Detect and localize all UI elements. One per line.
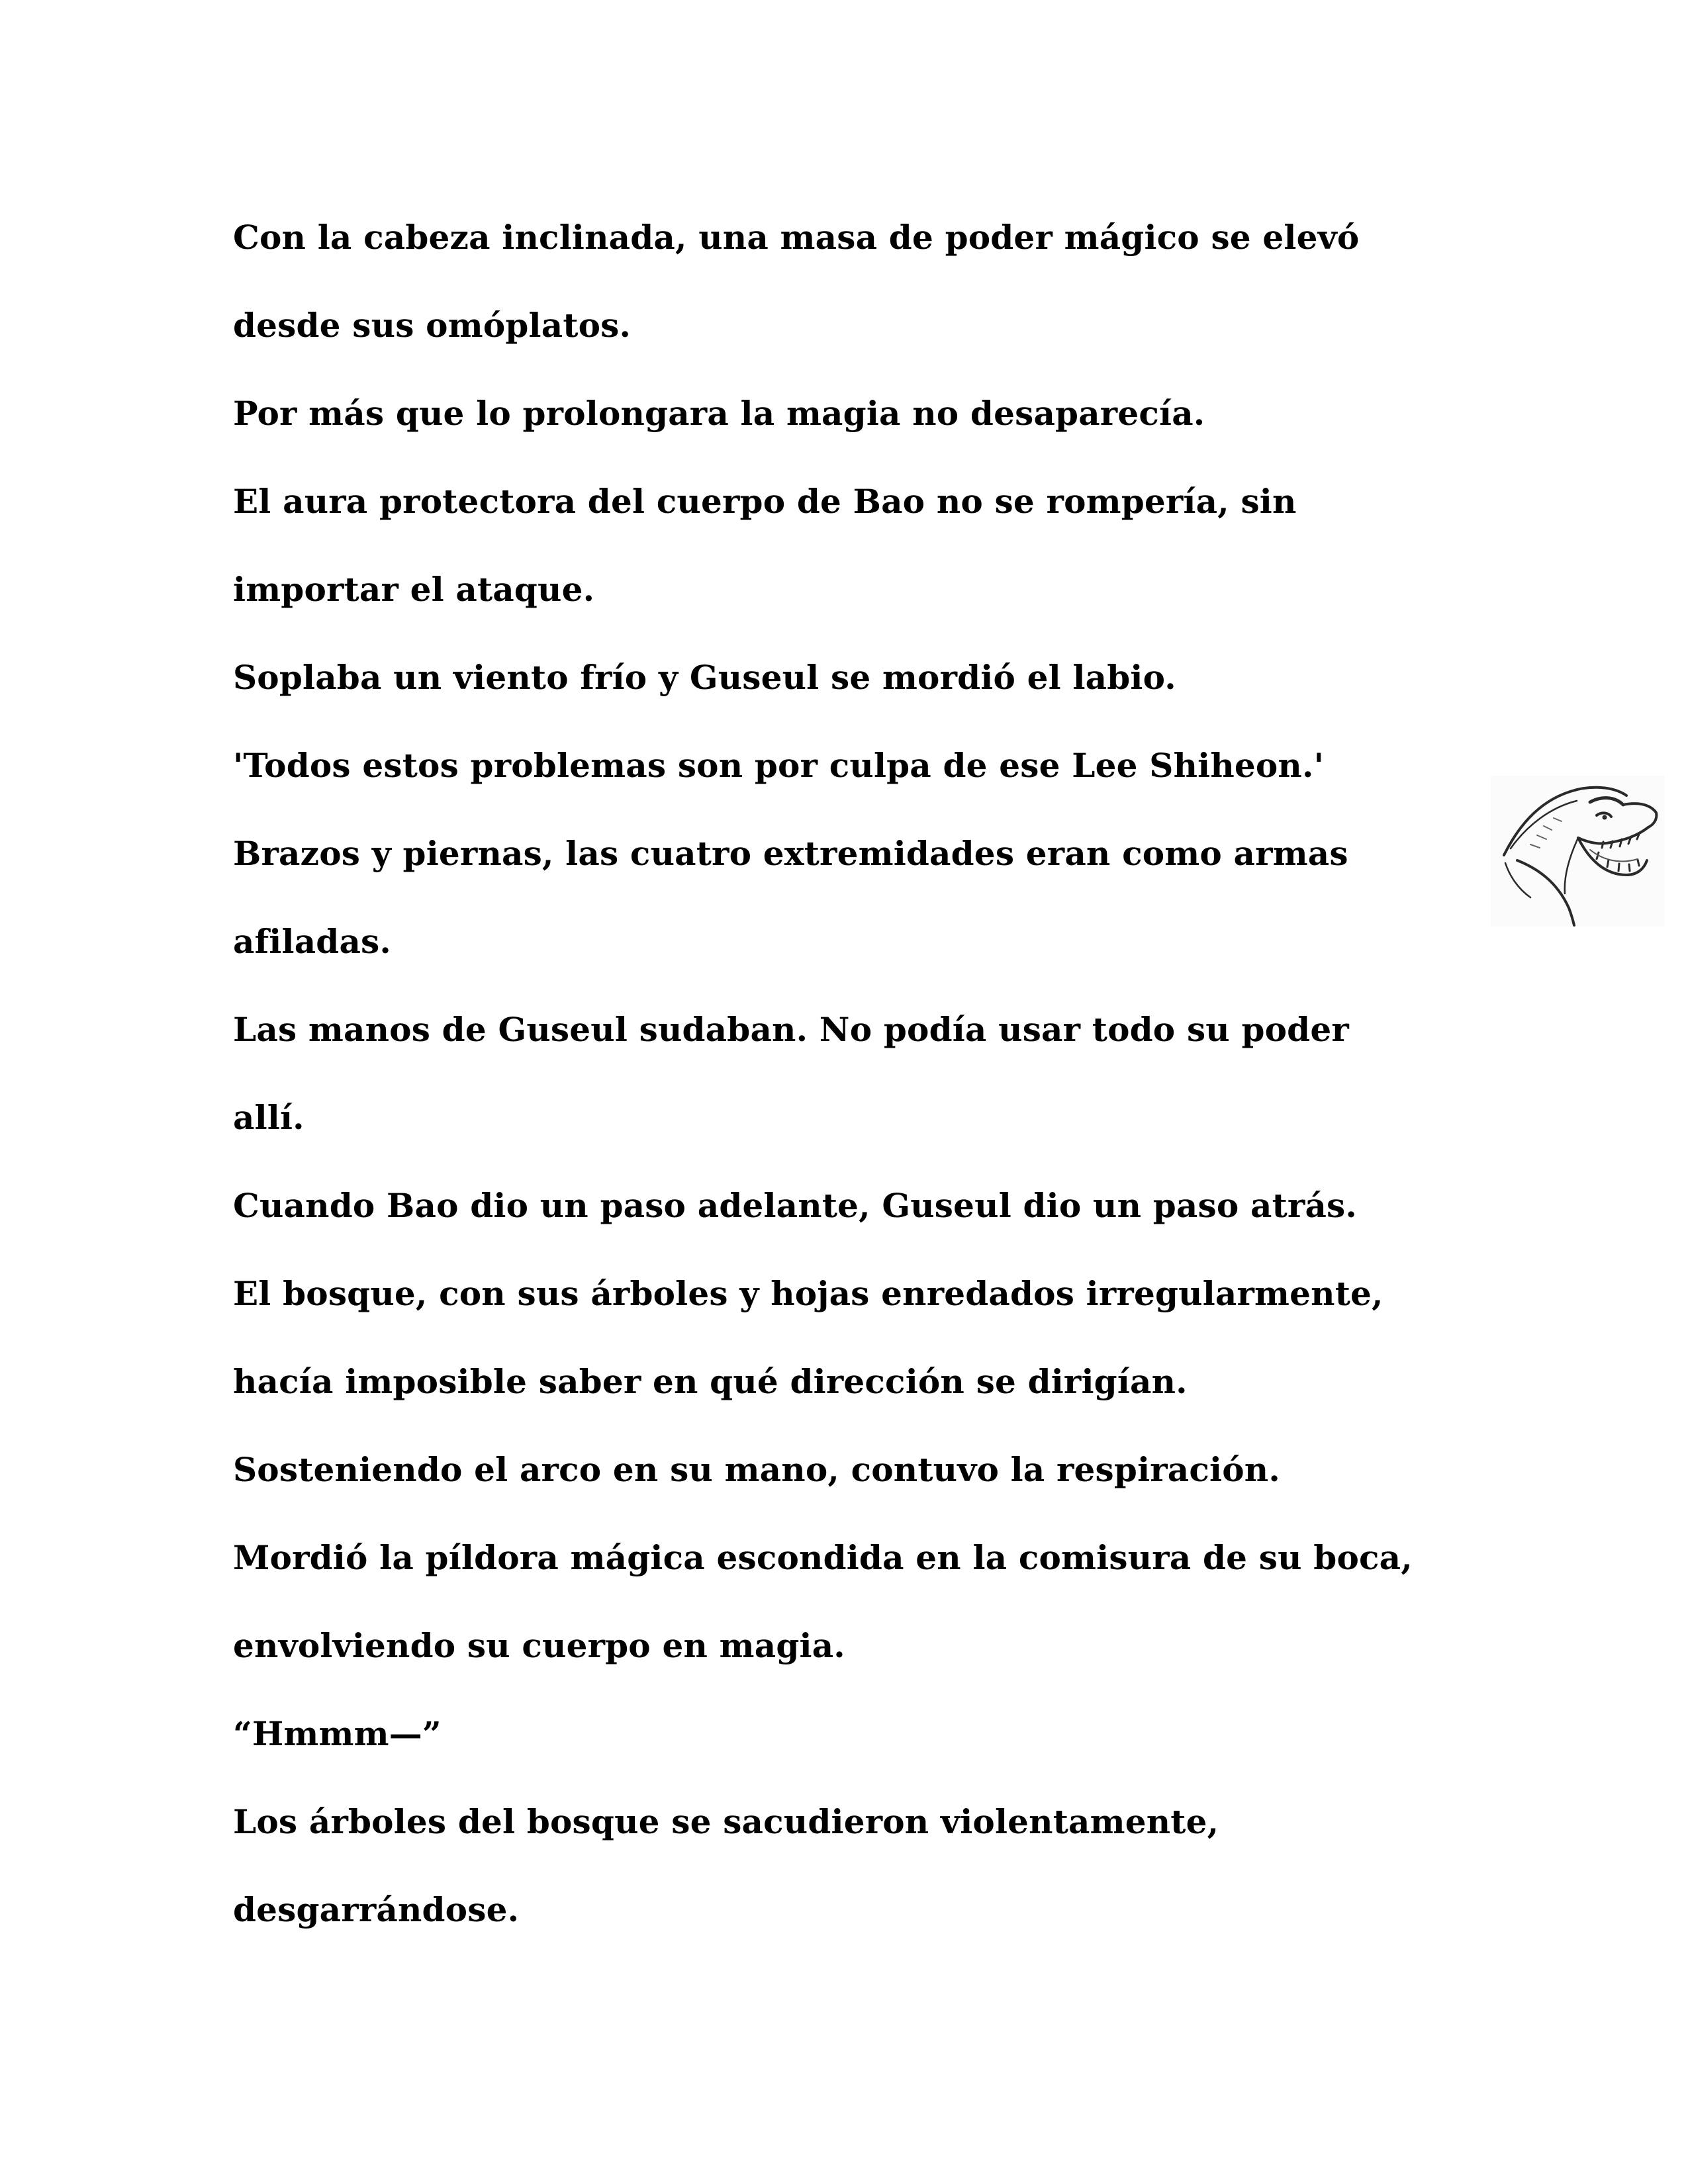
text-line: afiladas.	[233, 922, 392, 961]
text-line: Por más que lo prolongara la magia no desaparecía.	[233, 394, 1205, 433]
text-line: envolviendo su cuerpo en magia.	[233, 1626, 845, 1665]
text-line: Brazos y piernas, las cuatro extremidades eran como armas	[233, 834, 1348, 873]
text-line: Sosteniendo el arco en su mano, contuvo la respiración.	[233, 1450, 1280, 1489]
text-line: Las manos de Guseul sudaban. No podía usar todo su poder	[233, 1010, 1349, 1049]
text-line: Los árboles del bosque se sacudieron violentamente,	[233, 1802, 1219, 1841]
text-line: Soplaba un viento frío y Guseul se mordió el labio.	[233, 658, 1176, 697]
dinosaur-head-sketch-icon	[1491, 776, 1664, 927]
text-line: Con la cabeza inclinada, una masa de poder mágico se elevó	[233, 218, 1360, 257]
text-line: 'Todos estos problemas son por culpa de ese Lee Shiheon.'	[233, 746, 1325, 785]
text-line: Mordió la píldora mágica escondida en la comisura de su boca,	[233, 1538, 1413, 1577]
body-text	[233, 193, 1524, 1954]
text-line: “Hmmm—”	[233, 1714, 442, 1753]
text-line: El bosque, con sus árboles y hojas enredados irregularmente,	[233, 1274, 1383, 1313]
text-line: Cuando Bao dio un paso adelante, Guseul dio un paso atrás.	[233, 1186, 1358, 1225]
text-line: desde sus omóplatos.	[233, 306, 632, 345]
text-line: importar el ataque.	[233, 570, 595, 609]
text-line: allí.	[233, 1098, 305, 1137]
text-line: El aura protectora del cuerpo de Bao no se rompería, sin	[233, 482, 1297, 521]
text-line: hacía imposible saber en qué dirección se dirigían.	[233, 1362, 1188, 1401]
text-line: desgarrándose.	[233, 1890, 520, 1929]
